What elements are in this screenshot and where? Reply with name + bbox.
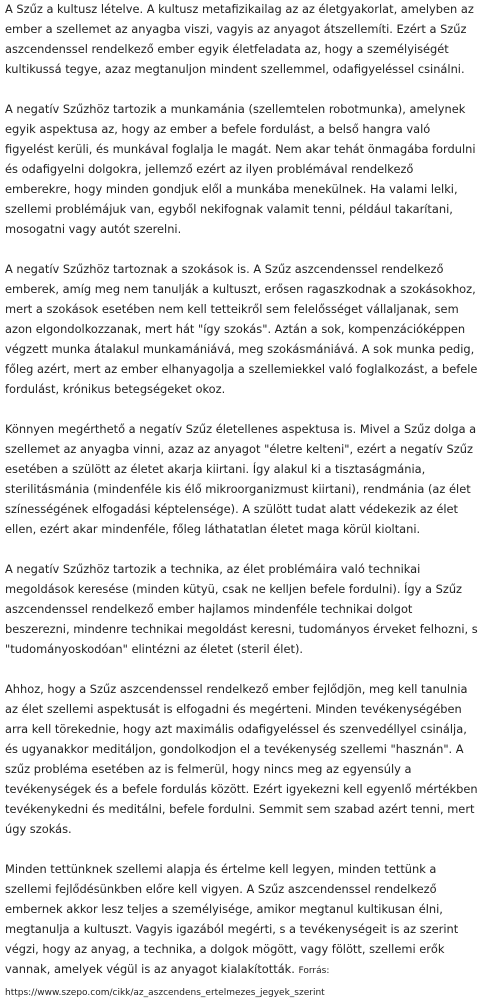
paragraph-5: A negatív Szűzhöz tartozik a technika, az élet problémáira való technikai megoldások keresése (minden kütyü, csak ne kelljen befele fordulni). Így a Szűz aszcendenssel rendelkező ember hajlamos mindenféle technikai dolgot beszerezni, mindenre technikai megoldást keresni, tudományos érveket felhozni, s "tudományoskodóan" elintézni az életet (steril élet). <box>5 562 478 656</box>
paragraph-4: Könnyen megérthető a negatív Szűz életellenes aspektusa is. Mivel a Szűz dolga a szellemet az anyagba vinni, azaz az anyagot "életre kelteni", ezért a negatív Szűz esetében a szülött az életet akarja kiirtani. Így alakul ki a tisztaságmánia, sterilitásmánia (mindenféle kis élő mikroorganizmust kiirtani), rendmánia (az élet színességének elfogadási képtelensége). A szülött tudat alatt védekezik az élet ellen, ezért akar mindenféle, főleg láthatatlan életet maga körül kioltani. <box>5 422 477 536</box>
paragraph-2: A negatív Szűzhöz tartozik a munkamánia (szellemtelen robotmunka), amelynek egyik aspektusa az, hogy az ember a befele fordulást, a belső hangra való figyelést kerüli, és munkával foglalja le magát. Nem akar tehát önmagába fordulni és odafigyelni dolgokra, jellemző ezért az ilyen problémával rendelkező emberekre, hogy minden gondjuk elől a munkába menekülnek. Ha valami lelki, szellemi problémájuk van, egyből nekifognak valamit tenni, például takarítani, mosogatni vagy autót szerelni. <box>5 102 476 236</box>
paragraph-6: Ahhoz, hogy a Szűz aszcendenssel rendelkező ember fejlődjön, meg kell tanulnia az élet szellemi aspektusát is elfogadni és megérteni. Minden tevékenységében arra kell törekednie, hogy azt maximális odafigyeléssel és szenvedéllyel csinálja, és ugyanakkor meditáljon, gondolkodjon el a tevékenység szellemi "hasznán". A szűz probléma esetében az is felmerül, hogy nincs meg az egyensúly a tevékenységek és a befele fordulás között. Ezért igyekezni kell egyenlő mértékben tevékenykedni és meditálni, befele fordulni. Semmit sem szabad azért tenni, mert úgy szokás. <box>5 682 478 836</box>
source-label: Forrás: <box>298 966 330 976</box>
source-url: https://www.szepo.com/cikk/az_aszcendens_ertelmezes_jegyek_szerint <box>5 988 325 998</box>
paragraph-3: A negatív Szűzhöz tartoznak a szokások is. A Szűz aszcendenssel rendelkező emberek, amíg meg nem tanulják a kultuszt, erősen ragaszkodnak a szokásokhoz, mert a szokások esetében nem kell tetteikről sem felelősséget vállaljanak, sem azon elgondolkozzanak, mert hát "így szokás". Aztán a sok, kompenzációképpen végzett munka átalakul munkamániává, meg szokásmániává. A sok munka pedig, főleg azért, mert az ember elhanyagolja a szellemiekkel való foglalkozást, a befele fordulást, krónikus betegségeket okoz. <box>5 262 478 396</box>
paragraph-1: A Szűz a kultusz lételve. A kultusz metafizikailag az az életgyakorlat, amelyben az ember a szellemet az anyagba viszi, vagyis az anyagot átszellemíti. Ezért a Szűz aszcendenssel rendelkező ember egyik életfeladata az, hogy a személyiségét kultikussá tegye, azaz megtanuljon mindent szellemmel, odafigyeléssel csinálni. <box>5 2 474 76</box>
paragraph-7-text: Minden tettünknek szellemi alapja és értelme kell legyen, minden tettünk a szellemi fejlődésünkben előre kell vigyen. A Szűz aszcendenssel rendelkező embernek akkor lesz teljes a személyisége, amikor megtanul kultikusan élni, megtanulja a kultuszt. Vagyis igazából megérti, s a tevékenységeit is az szerint végzi, hogy az anyag, a technika, a dolgok mögött, vagy fölött, szellemi erők vannak, amelyek végül is az anyagot kialakították. <box>5 862 459 976</box>
paragraph-7 <box>5 859 480 1003</box>
